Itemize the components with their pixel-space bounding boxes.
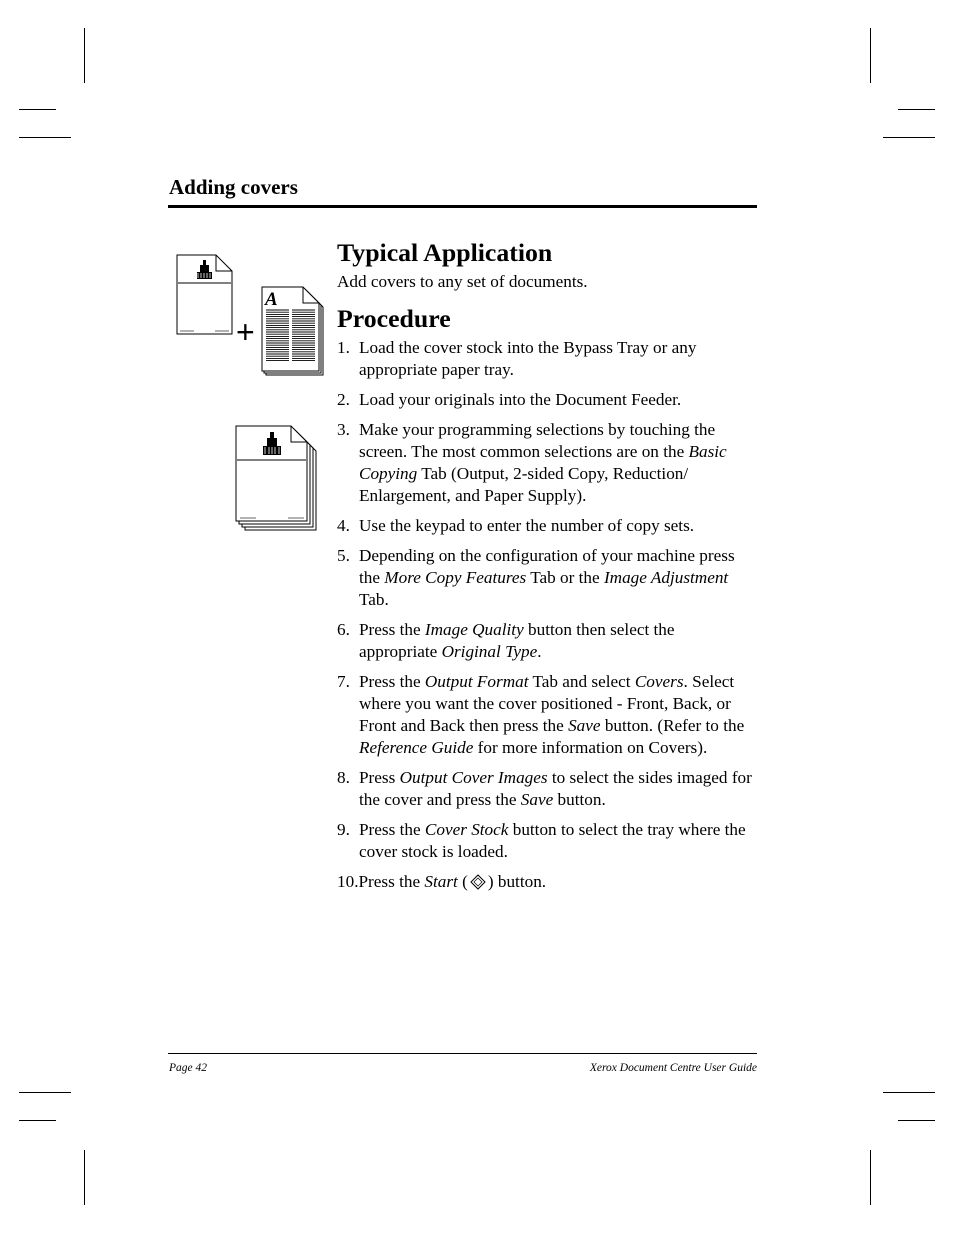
crop-mark (898, 109, 935, 110)
cover-page-icon (176, 254, 234, 336)
crop-mark (883, 137, 935, 138)
application-text: Add covers to any set of documents. (337, 272, 588, 291)
list-item: 2. Load your originals into the Document Feeder. (337, 390, 682, 409)
plus-sign: + (236, 314, 255, 350)
list-item: 5. Depending on the configuration of your machine press the More Copy Features Tab or the Image Adjustment Tab. (337, 546, 735, 609)
start-diamond-icon (470, 874, 486, 890)
letter-a: A (265, 289, 278, 310)
procedure-heading: Procedure (337, 304, 451, 333)
title-rule (168, 205, 757, 208)
guide-title: Xerox Document Centre User Guide (589, 1062, 757, 1074)
document-stack-icon (260, 284, 328, 378)
crop-mark (19, 1092, 71, 1093)
list-item: 7. Press the Output Format Tab and select Covers. Select where you want the cover positioned - Front, Back, or Front and Back then press the Save button. (Refer to the Reference Guide for more information on Covers). (337, 672, 745, 757)
crop-mark (19, 1120, 56, 1121)
crop-mark (19, 137, 71, 138)
section-title: Adding covers (169, 175, 298, 199)
crop-mark (84, 1150, 85, 1205)
footer-rule (168, 1053, 757, 1054)
covered-set-icon (234, 424, 320, 534)
crop-mark (898, 1120, 935, 1121)
crop-mark (883, 1092, 935, 1093)
list-item: 8. Press Output Cover Images to select the sides imaged for the cover and press the Save button. (337, 768, 752, 809)
list-item: 4. Use the keypad to enter the number of copy sets. (337, 516, 695, 535)
list-item: 3. Make your programming selections by touching the screen. The most common selections are on the Basic Copying Tab (Output, 2-sided Copy, Reduction/ Enlargement, and Paper Supply). (337, 420, 727, 505)
list-item: 1. Load the cover stock into the Bypass Tray or any appropriate paper tray. (337, 338, 697, 379)
main-content (337, 238, 757, 901)
list-item: 10.Press the Start ( ) button. (337, 872, 547, 891)
list-item: 9. Press the Cover Stock button to select the tray where the cover stock is loaded. (337, 820, 746, 861)
crop-mark (84, 28, 85, 83)
procedure-steps (337, 337, 757, 893)
list-item: 6. Press the Image Quality button then select the appropriate Original Type. (337, 620, 675, 661)
crop-mark (19, 109, 56, 110)
page-number: Page 42 (169, 1062, 208, 1074)
application-heading: Typical Application (337, 238, 553, 267)
crop-mark (870, 28, 871, 83)
crop-mark (870, 1150, 871, 1205)
